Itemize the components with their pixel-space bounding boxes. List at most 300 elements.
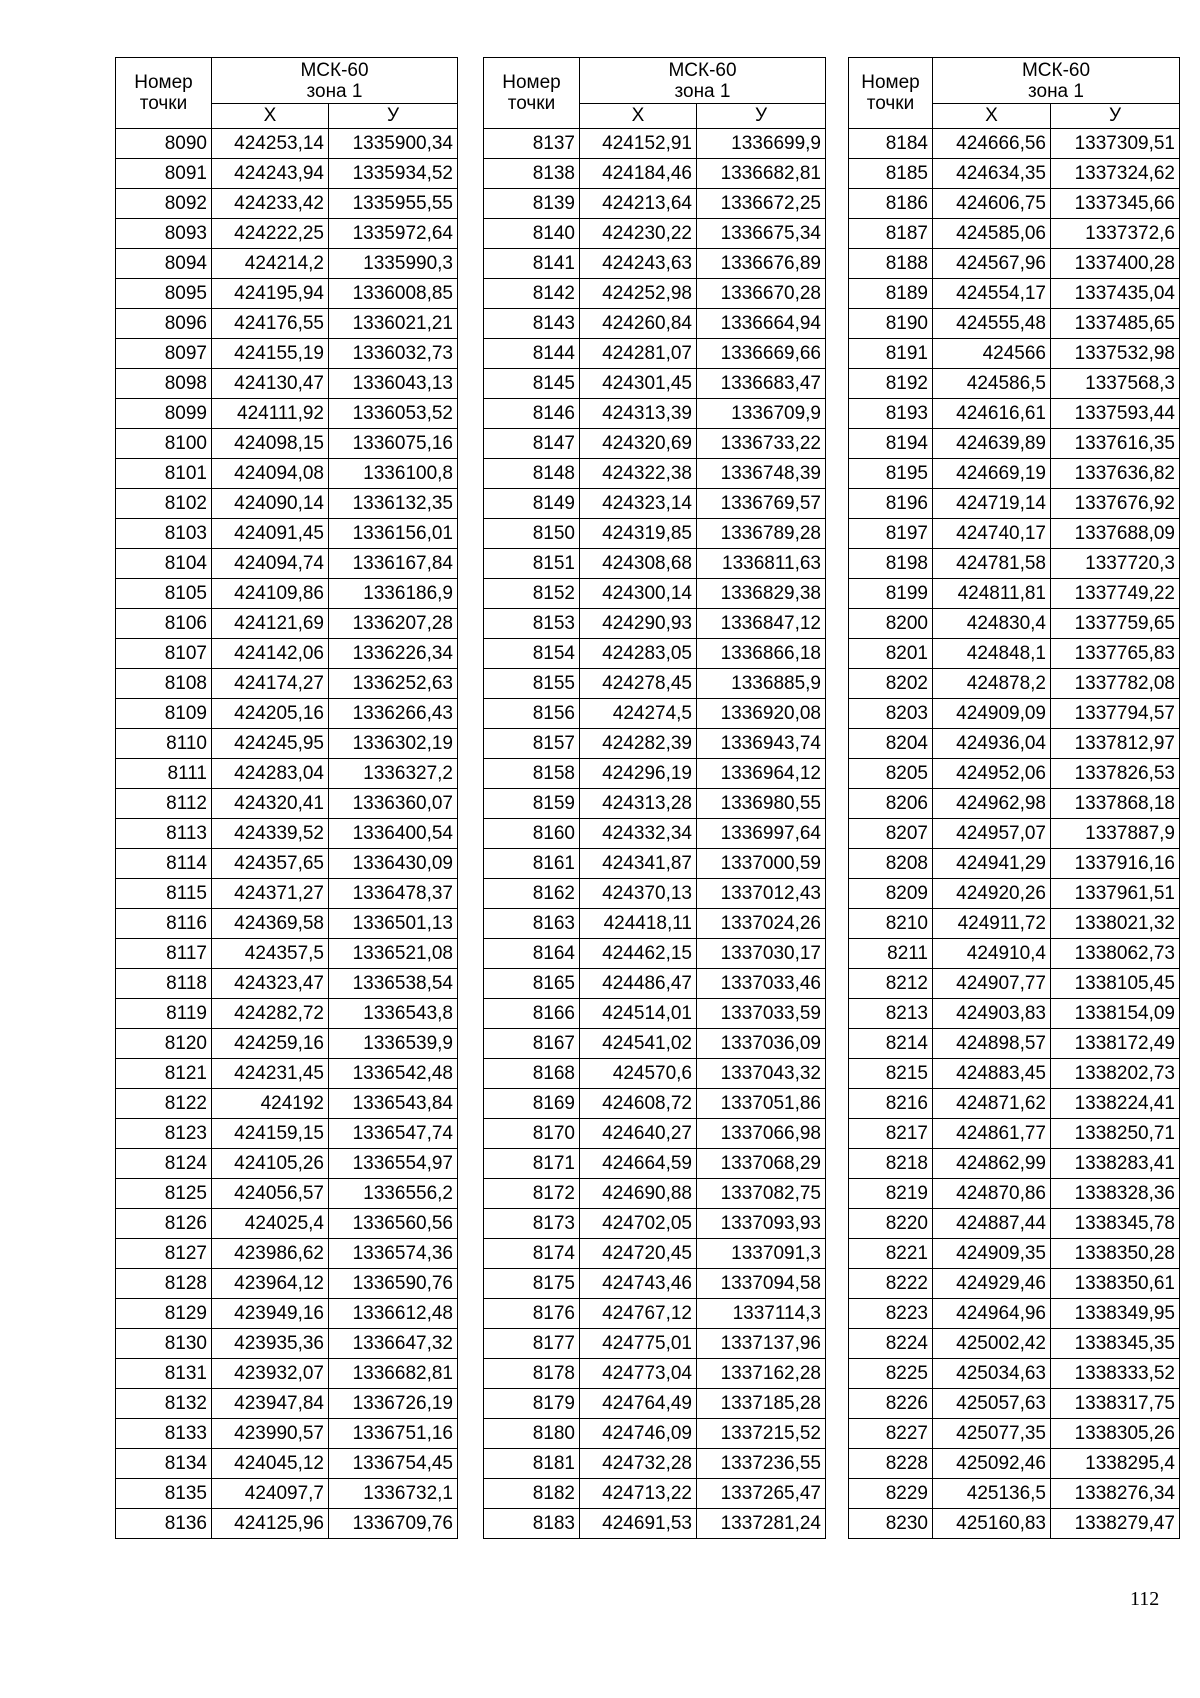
table-row [484,279,826,309]
table-row [116,1329,458,1359]
table-row [116,1479,458,1509]
table-row [484,309,826,339]
y-coordinate-cell: 1336226,34 [329,639,458,669]
y-coordinate-cell: 1337782,08 [1051,669,1180,699]
x-coordinate-cell: 424691,53 [580,1509,697,1539]
x-coordinate-cell: 424105,26 [212,1149,329,1179]
table-row [484,519,826,549]
y-coordinate-cell: 1336554,97 [329,1149,458,1179]
point-number-cell: 8091 [116,159,212,189]
table-row [849,579,1180,609]
y-coordinate-cell: 1337091,3 [697,1239,826,1269]
point-number-cell: 8141 [484,249,580,279]
y-coordinate-cell: 1335955,55 [329,189,458,219]
point-number-cell: 8181 [484,1449,580,1479]
point-number-cell: 8206 [849,789,933,819]
point-number-cell: 8226 [849,1389,933,1419]
table-row [116,219,458,249]
y-coordinate-cell: 1337051,86 [697,1089,826,1119]
table-row [116,249,458,279]
point-number-cell: 8145 [484,369,580,399]
x-coordinate-cell: 424231,45 [212,1059,329,1089]
point-number-cell: 8121 [116,1059,212,1089]
y-coordinate-cell: 1337093,93 [697,1209,826,1239]
table-row [116,399,458,429]
x-coordinate-cell: 424319,85 [580,519,697,549]
x-column-header: Х [933,104,1051,129]
x-coordinate-cell: 424090,14 [212,489,329,519]
y-coordinate-cell: 1336847,12 [697,609,826,639]
table-row [849,189,1180,219]
point-number-cell: 8125 [116,1179,212,1209]
x-coordinate-cell: 424669,19 [933,459,1051,489]
x-coordinate-cell: 424222,25 [212,219,329,249]
table-row [116,309,458,339]
point-number-cell: 8147 [484,429,580,459]
table-row [849,1179,1180,1209]
point-number-cell: 8169 [484,1089,580,1119]
x-coordinate-cell: 424253,14 [212,129,329,159]
table-row [116,849,458,879]
page-number: 112 [1130,1588,1160,1610]
point-number-cell: 8165 [484,969,580,999]
point-number-cell: 8164 [484,939,580,969]
table-row [849,1299,1180,1329]
x-coordinate-cell: 424952,06 [933,759,1051,789]
table-row [484,669,826,699]
table-row [116,759,458,789]
point-number-cell: 8153 [484,609,580,639]
table-row [849,549,1180,579]
y-coordinate-cell: 1336943,74 [697,729,826,759]
table-row [116,339,458,369]
point-number-cell: 8137 [484,129,580,159]
point-number-cell: 8112 [116,789,212,819]
table-row [849,639,1180,669]
point-number-cell: 8142 [484,279,580,309]
table-row [116,669,458,699]
y-coordinate-cell: 1336560,56 [329,1209,458,1239]
point-number-cell: 8193 [849,399,933,429]
x-coordinate-cell: 424091,45 [212,519,329,549]
coordinates-table-1 [115,57,458,1539]
x-coordinate-cell: 424152,91 [580,129,697,159]
table-row [116,1209,458,1239]
y-coordinate-cell: 1336400,54 [329,819,458,849]
point-number-cell: 8158 [484,759,580,789]
y-coordinate-cell: 1336132,35 [329,489,458,519]
x-coordinate-cell: 424555,48 [933,309,1051,339]
point-number-cell: 8160 [484,819,580,849]
table-row [849,699,1180,729]
point-number-cell: 8184 [849,129,933,159]
y-coordinate-cell: 1336167,84 [329,549,458,579]
point-number-cell: 8167 [484,1029,580,1059]
x-coordinate-cell: 424732,28 [580,1449,697,1479]
x-coordinate-cell: 424811,81 [933,579,1051,609]
x-coordinate-cell: 424245,95 [212,729,329,759]
table-row [484,429,826,459]
table-row [849,369,1180,399]
y-coordinate-cell: 1336478,37 [329,879,458,909]
x-coordinate-cell: 424281,07 [580,339,697,369]
x-coordinate-cell: 423947,84 [212,1389,329,1419]
point-number-cell: 8126 [116,1209,212,1239]
point-number-cell: 8150 [484,519,580,549]
point-number-cell: 8230 [849,1509,933,1539]
y-coordinate-cell: 1337215,52 [697,1419,826,1449]
x-coordinate-cell: 424296,19 [580,759,697,789]
x-coordinate-cell: 424142,06 [212,639,329,669]
y-coordinate-cell: 1336980,55 [697,789,826,819]
y-coordinate-cell: 1336032,73 [329,339,458,369]
point-number-cell: 8129 [116,1299,212,1329]
table-row [116,1449,458,1479]
x-coordinate-cell: 424192 [212,1089,329,1119]
point-number-cell: 8204 [849,729,933,759]
x-coordinate-cell: 424282,39 [580,729,697,759]
table-row [849,1119,1180,1149]
table-row [484,459,826,489]
table-row [116,519,458,549]
point-number-cell: 8166 [484,999,580,1029]
x-coordinate-cell: 424332,34 [580,819,697,849]
table-row [484,489,826,519]
x-coordinate-cell: 424907,77 [933,969,1051,999]
point-number-cell: 8196 [849,489,933,519]
x-coordinate-cell: 424554,17 [933,279,1051,309]
y-coordinate-cell: 1337114,3 [697,1299,826,1329]
table-row [484,729,826,759]
table-row [116,159,458,189]
x-coordinate-cell: 424566 [933,339,1051,369]
x-coordinate-cell: 424929,46 [933,1269,1051,1299]
x-coordinate-cell: 424357,5 [212,939,329,969]
point-number-cell: 8223 [849,1299,933,1329]
x-coordinate-cell: 424862,99 [933,1149,1051,1179]
point-number-cell: 8178 [484,1359,580,1389]
table-row [484,909,826,939]
table-row [116,1059,458,1089]
table-row [849,1059,1180,1089]
table-row [484,1179,826,1209]
x-coordinate-cell: 424313,39 [580,399,697,429]
point-number-cell: 8156 [484,699,580,729]
y-coordinate-cell: 1337532,98 [1051,339,1180,369]
point-number-cell: 8108 [116,669,212,699]
x-coordinate-cell: 424911,72 [933,909,1051,939]
table-row [484,1029,826,1059]
point-number-cell: 8190 [849,309,933,339]
point-number-cell: 8117 [116,939,212,969]
table-row [849,1239,1180,1269]
point-number-cell: 8149 [484,489,580,519]
point-number-header: Номер точки [484,58,580,129]
y-coordinate-cell: 1336156,01 [329,519,458,549]
point-number-cell: 8122 [116,1089,212,1119]
y-coordinate-cell: 1335972,64 [329,219,458,249]
y-coordinate-cell: 1337887,9 [1051,819,1180,849]
point-number-cell: 8130 [116,1329,212,1359]
table-row [484,1239,826,1269]
y-coordinate-cell: 1337812,97 [1051,729,1180,759]
y-coordinate-cell: 1338317,75 [1051,1389,1180,1419]
table-row [116,1089,458,1119]
table-row [849,759,1180,789]
table-row [116,699,458,729]
y-coordinate-cell: 1337765,83 [1051,639,1180,669]
y-coordinate-cell: 1337759,65 [1051,609,1180,639]
point-number-cell: 8140 [484,219,580,249]
point-number-cell: 8228 [849,1449,933,1479]
point-number-cell: 8098 [116,369,212,399]
y-coordinate-cell: 1336186,9 [329,579,458,609]
x-coordinate-cell: 424341,87 [580,849,697,879]
y-coordinate-cell: 1336866,18 [697,639,826,669]
y-coordinate-cell: 1336709,9 [697,399,826,429]
y-column-header: У [329,104,458,129]
y-coordinate-cell: 1337068,29 [697,1149,826,1179]
table-row [849,939,1180,969]
table-row [116,1029,458,1059]
x-coordinate-cell: 424883,45 [933,1059,1051,1089]
x-coordinate-cell: 424746,09 [580,1419,697,1449]
y-coordinate-cell: 1337094,58 [697,1269,826,1299]
y-coordinate-cell: 1337012,43 [697,879,826,909]
x-coordinate-cell: 424962,98 [933,789,1051,819]
point-number-cell: 8182 [484,1479,580,1509]
point-number-cell: 8208 [849,849,933,879]
x-coordinate-cell: 424920,26 [933,879,1051,909]
point-number-cell: 8097 [116,339,212,369]
table-row [116,729,458,759]
coordinate-system-header: МСК-60 зона 1 [933,58,1180,104]
table-row [116,459,458,489]
coordinates-table-2 [483,57,826,1539]
point-number-cell: 8111 [116,759,212,789]
x-coordinate-cell: 424608,72 [580,1089,697,1119]
y-coordinate-cell: 1335990,3 [329,249,458,279]
x-coordinate-cell: 424585,06 [933,219,1051,249]
y-coordinate-cell: 1336683,47 [697,369,826,399]
table-row [849,609,1180,639]
y-coordinate-cell: 1336547,74 [329,1119,458,1149]
y-coordinate-cell: 1336574,36 [329,1239,458,1269]
x-coordinate-cell: 424320,69 [580,429,697,459]
point-number-cell: 8113 [116,819,212,849]
table-row [116,549,458,579]
point-number-cell: 8205 [849,759,933,789]
y-coordinate-cell: 1337568,3 [1051,369,1180,399]
table-row [484,189,826,219]
point-number-cell: 8109 [116,699,212,729]
point-number-cell: 8162 [484,879,580,909]
table-row [849,849,1180,879]
point-number-cell: 8163 [484,909,580,939]
x-coordinate-cell: 424719,14 [933,489,1051,519]
table-row [484,159,826,189]
x-coordinate-cell: 424323,47 [212,969,329,999]
table-row [116,369,458,399]
point-number-cell: 8115 [116,879,212,909]
point-number-cell: 8120 [116,1029,212,1059]
point-number-cell: 8092 [116,189,212,219]
y-coordinate-cell: 1338202,73 [1051,1059,1180,1089]
x-coordinate-cell: 424586,5 [933,369,1051,399]
table-row [484,1209,826,1239]
point-number-cell: 8136 [116,1509,212,1539]
point-number-cell: 8202 [849,669,933,699]
point-number-cell: 8105 [116,579,212,609]
y-coordinate-cell: 1337066,98 [697,1119,826,1149]
table-row [484,249,826,279]
x-coordinate-cell: 424233,42 [212,189,329,219]
table-row [849,1269,1180,1299]
y-coordinate-cell: 1336075,16 [329,429,458,459]
point-number-cell: 8220 [849,1209,933,1239]
table-row [116,1149,458,1179]
point-number-cell: 8229 [849,1479,933,1509]
table-row [849,669,1180,699]
point-number-cell: 8198 [849,549,933,579]
point-number-cell: 8146 [484,399,580,429]
y-coordinate-cell: 1338062,73 [1051,939,1180,969]
table-row [484,939,826,969]
point-number-cell: 8189 [849,279,933,309]
point-number-cell: 8155 [484,669,580,699]
point-number-cell: 8123 [116,1119,212,1149]
y-coordinate-cell: 1337794,57 [1051,699,1180,729]
table-row [116,129,458,159]
table-row [116,789,458,819]
table-row [116,879,458,909]
x-coordinate-cell: 423932,07 [212,1359,329,1389]
table-row [849,1359,1180,1389]
point-number-cell: 8200 [849,609,933,639]
x-coordinate-cell: 424230,22 [580,219,697,249]
y-coordinate-cell: 1336829,38 [697,579,826,609]
x-coordinate-cell: 424964,96 [933,1299,1051,1329]
y-coordinate-cell: 1336521,08 [329,939,458,969]
table-row [849,1509,1180,1539]
table-row [849,879,1180,909]
point-number-cell: 8118 [116,969,212,999]
point-number-cell: 8194 [849,429,933,459]
point-number-cell: 8154 [484,639,580,669]
y-coordinate-cell: 1337162,28 [697,1359,826,1389]
y-coordinate-cell: 1336675,34 [697,219,826,249]
table-row [484,129,826,159]
point-number-cell: 8107 [116,639,212,669]
table-row [484,1089,826,1119]
point-number-cell: 8099 [116,399,212,429]
table-row [849,429,1180,459]
y-coordinate-cell: 1336670,28 [697,279,826,309]
x-coordinate-cell: 424640,27 [580,1119,697,1149]
y-coordinate-cell: 1336699,9 [697,129,826,159]
table-row [849,219,1180,249]
point-number-cell: 8188 [849,249,933,279]
point-number-cell: 8197 [849,519,933,549]
coordinate-system-header: МСК-60 зона 1 [212,58,458,104]
y-column-header: У [1051,104,1180,129]
table-row [116,939,458,969]
y-coordinate-cell: 1338154,09 [1051,999,1180,1029]
x-column-header: Х [212,104,329,129]
y-coordinate-cell: 1338333,52 [1051,1359,1180,1389]
table-row [484,849,826,879]
point-number-cell: 8096 [116,309,212,339]
table-row [849,909,1180,939]
y-coordinate-cell: 1337720,3 [1051,549,1180,579]
point-number-cell: 8173 [484,1209,580,1239]
x-coordinate-cell: 423986,62 [212,1239,329,1269]
point-number-cell: 8168 [484,1059,580,1089]
table-row [484,549,826,579]
table-row [116,1119,458,1149]
x-coordinate-cell: 424910,4 [933,939,1051,969]
point-number-cell: 8185 [849,159,933,189]
point-number-cell: 8102 [116,489,212,519]
x-coordinate-cell: 424740,17 [933,519,1051,549]
y-coordinate-cell: 1336647,32 [329,1329,458,1359]
table-row [484,339,826,369]
x-coordinate-cell: 425002,42 [933,1329,1051,1359]
x-coordinate-cell: 423990,57 [212,1419,329,1449]
y-coordinate-cell: 1337030,17 [697,939,826,969]
table-row [484,1359,826,1389]
y-coordinate-cell: 1337324,62 [1051,159,1180,189]
y-coordinate-cell: 1337033,59 [697,999,826,1029]
y-coordinate-cell: 1337485,65 [1051,309,1180,339]
point-number-cell: 8214 [849,1029,933,1059]
y-coordinate-cell: 1336769,57 [697,489,826,519]
x-coordinate-cell: 424830,4 [933,609,1051,639]
x-coordinate-cell: 424666,56 [933,129,1051,159]
point-number-cell: 8161 [484,849,580,879]
table-row [484,1119,826,1149]
table-row [116,279,458,309]
x-coordinate-cell: 424308,68 [580,549,697,579]
x-coordinate-cell: 424775,01 [580,1329,697,1359]
y-coordinate-cell: 1338021,32 [1051,909,1180,939]
y-coordinate-cell: 1336021,21 [329,309,458,339]
y-coordinate-cell: 1336542,48 [329,1059,458,1089]
y-coordinate-cell: 1338345,78 [1051,1209,1180,1239]
x-coordinate-cell: 423949,16 [212,1299,329,1329]
point-number-cell: 8224 [849,1329,933,1359]
table-row [849,489,1180,519]
table-row [484,999,826,1029]
table-row [484,759,826,789]
table-row [116,1389,458,1419]
y-coordinate-cell: 1336748,39 [697,459,826,489]
y-coordinate-cell: 1338172,49 [1051,1029,1180,1059]
point-number-cell: 8186 [849,189,933,219]
y-coordinate-cell: 1338305,26 [1051,1419,1180,1449]
y-coordinate-cell: 1337616,35 [1051,429,1180,459]
x-coordinate-cell: 424781,58 [933,549,1051,579]
table-row [484,789,826,819]
point-number-cell: 8100 [116,429,212,459]
y-coordinate-cell: 1337309,51 [1051,129,1180,159]
x-coordinate-cell: 425034,63 [933,1359,1051,1389]
point-number-cell: 8203 [849,699,933,729]
table-row [484,879,826,909]
x-coordinate-cell: 424767,12 [580,1299,697,1329]
x-coordinate-cell: 424025,4 [212,1209,329,1239]
y-coordinate-cell: 1337749,22 [1051,579,1180,609]
